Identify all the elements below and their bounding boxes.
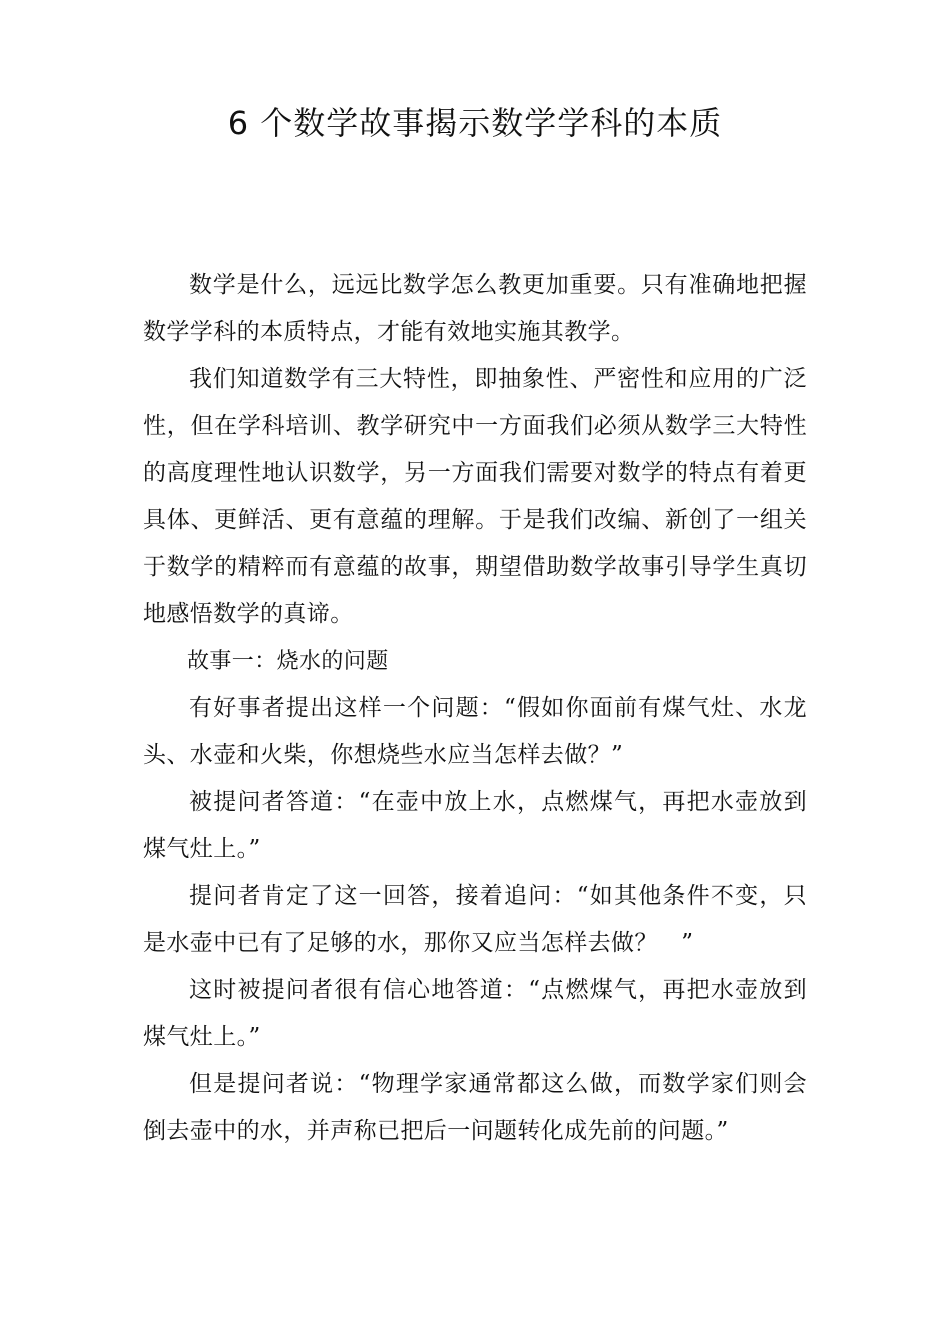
paragraph-story-conclusion: 但是提问者说：“物理学家通常都这么做，而数学家们则会倒去壶中的水，并声称已把后一问题转化成先前的问题。” [143,1071,807,1144]
paragraph-story-answer-1: 被提问者答道：“在壶中放上水，点燃煤气，再把水壶放到煤气灶上。” [143,789,807,862]
paragraph-story-followup: 提问者肯定了这一回答，接着追问：“如其他条件不变，只是水壶中已有了足够的水，那你又应当怎样去做？ ” [143,883,807,956]
paragraph-intro-2: 我们知道数学有三大特性，即抽象性、严密性和应用的广泛性，但在学科培训、教学研究中一方面我们必须从数学三大特性的高度理性地认识数学，另一方面我们需要对数学的特点有着更具体、更鲜活、更有意蕴的理解。于是我们改编、新创了一组关于数学的精粹而有意蕴的故事，期望借助数学故事引导学生真切地感悟数学的真谛。 [143,366,807,627]
document-title: 6 个数学故事揭示数学学科的本质 [227,104,723,142]
section-heading-story-1: 故事一：烧水的问题 [187,649,389,674]
document-body [143,262,807,1155]
paragraph-story-answer-2: 这时被提问者很有信心地答道：“点燃煤气，再把水壶放到煤气灶上。” [143,977,807,1050]
paragraph-intro-1: 数学是什么，远远比数学怎么教更加重要。只有准确地把握数学学科的本质特点，才能有效地实施其教学。 [143,272,807,345]
paragraph-story-question: 有好事者提出这样一个问题：“假如你面前有煤气灶、水龙头、水壶和火柴，你想烧些水应当怎样去做？” [143,695,807,768]
